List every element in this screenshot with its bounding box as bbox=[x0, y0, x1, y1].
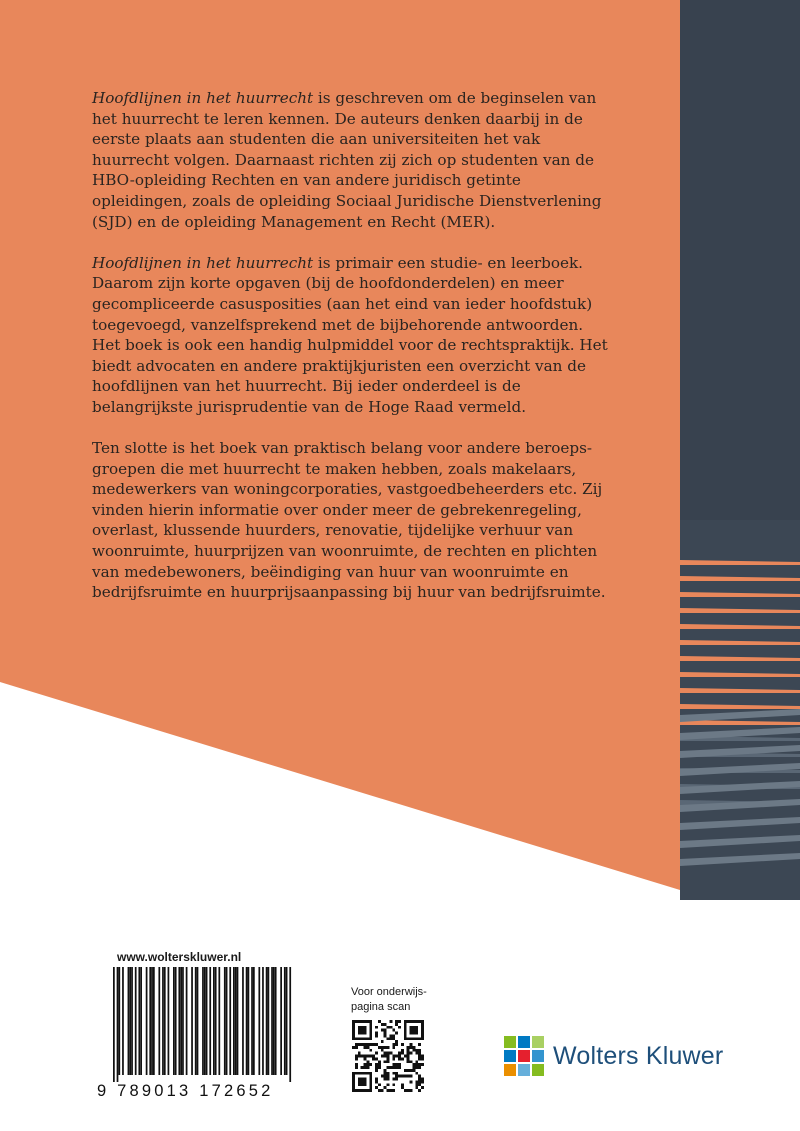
barcode-bar bbox=[280, 967, 282, 1075]
barcode-bar bbox=[229, 967, 231, 1075]
barcode-bar bbox=[224, 967, 226, 1075]
barcode-bar bbox=[286, 967, 288, 1075]
barcode-bar bbox=[178, 967, 180, 1075]
barcode-bar bbox=[242, 967, 244, 1075]
barcode-bar bbox=[118, 967, 120, 1075]
barcode-bar bbox=[186, 967, 188, 1075]
barcode-bar bbox=[128, 967, 130, 1075]
barcode-bar bbox=[164, 967, 166, 1075]
barcode-bar bbox=[151, 967, 153, 1075]
barcode-bar bbox=[246, 967, 248, 1075]
barcode-bar bbox=[131, 967, 133, 1075]
barcode-bar bbox=[138, 967, 140, 1075]
barcode-bar bbox=[195, 967, 197, 1075]
barcode-bar bbox=[146, 967, 148, 1075]
book-title-italic: Hoofdlijnen in het huurrecht bbox=[92, 89, 314, 107]
barcode-bar bbox=[235, 967, 237, 1075]
barcode-bar bbox=[289, 967, 291, 1082]
barcode-bar bbox=[197, 967, 199, 1075]
barcode-bar bbox=[204, 967, 206, 1075]
brand-name: Wolters Kluwer bbox=[553, 1041, 724, 1070]
qr-code-icon[interactable] bbox=[351, 1020, 425, 1092]
book-title-italic: Hoofdlijnen in het huurrecht bbox=[92, 253, 314, 272]
barcode-bar bbox=[226, 967, 228, 1075]
barcode-bar bbox=[213, 967, 215, 1075]
barcode-bar bbox=[202, 967, 204, 1075]
blurb-paragraph-3: Ten slotte is het boek van praktisch belang voor andere beroeps-groepen die met huurrecht te maken hebben, zoals makelaars, medewerkers van woningcorporaties, vastgoedbeheerders etc. Zij vinden hierin informatie over onder meer de gebrekenregeling, overlast, klussende huurders, renovatie, tijdelijke verhuur van woonruimte, huurprijzen van woonruimte, de rechten en plichten van medebewoners, beëindiging van huur van woonruimte en bedrijfsruimte en huurprijsaanpassing bij huur van bedrijfsruimte. bbox=[92, 439, 606, 602]
barcode-bar bbox=[253, 967, 255, 1075]
barcode-bar bbox=[113, 967, 115, 1082]
barcode-bar bbox=[233, 967, 235, 1075]
barcode-bar bbox=[275, 967, 277, 1075]
barcode-bar bbox=[117, 967, 119, 1082]
barcode-bar bbox=[135, 967, 137, 1075]
barcode-icon bbox=[113, 967, 293, 1082]
barcode-bar bbox=[262, 967, 264, 1075]
barcode-bar bbox=[218, 967, 220, 1075]
barcode-bar bbox=[237, 967, 239, 1075]
blurb-text: is primair een studie- en leerboek. Daarom zijn korte opgaven (bij de hoofdonderdelen) en meer gecompliceerde casusposities (aan het eind van ieder hoofdstuk) toegevoegd, vanzelfsprekend met de bijbehorende antwoorden. Het boek is ook een handig hulpmiddel voor de rechtspraktijk. Het biedt advocaten en andere praktijkjuristen een overzicht van de hoofdlijnen van het huurrecht. Bij ieder onderdeel is de belangrijkste jurisprudentie van de Hoge Raad vermeld. bbox=[92, 253, 608, 416]
barcode-bar bbox=[140, 967, 142, 1075]
barcode-bar bbox=[206, 967, 208, 1075]
barcode-bar bbox=[182, 967, 184, 1075]
blurb-paragraph-2 bbox=[92, 253, 612, 418]
barcode-bar bbox=[266, 967, 268, 1075]
barcode-bar bbox=[251, 967, 253, 1075]
barcode-bar bbox=[209, 967, 211, 1075]
barcode-bar bbox=[175, 967, 177, 1075]
blurb-paragraph-1 bbox=[92, 88, 612, 232]
barcode-bar bbox=[149, 967, 151, 1075]
barcode-bar bbox=[153, 967, 155, 1075]
barcode-bar bbox=[122, 967, 124, 1075]
barcode-bar bbox=[173, 967, 175, 1075]
barcode-bar bbox=[273, 967, 275, 1075]
barcode-bar bbox=[162, 967, 164, 1075]
barcode-bar bbox=[129, 967, 131, 1075]
barcode-bar bbox=[248, 967, 250, 1075]
isbn-number: 9 789013 172652 bbox=[97, 1082, 274, 1100]
wolters-kluwer-logo-icon bbox=[503, 1035, 545, 1077]
back-cover-blurb bbox=[92, 88, 612, 623]
publisher-logo bbox=[503, 1036, 723, 1076]
publisher-website[interactable]: www.wolterskluwer.nl bbox=[117, 950, 242, 964]
blurb-text: is geschreven om de beginselen van het huurrecht te leren kennen. De auteurs denken daarbij in de eerste plaats aan studenten die aan universiteiten het vak huurrecht volgen. Daarnaast richten zij zich op studenten van de HBO-opleiding Rechten en van andere juridisch getinte opleidingen, zoals de opleiding Sociaal Juridische Dienstverlening (SJD) en de opleiding Management en Recht (MER). bbox=[92, 89, 602, 231]
barcode-bar bbox=[180, 967, 182, 1075]
barcode-bar bbox=[284, 967, 286, 1075]
barcode-bar bbox=[191, 967, 193, 1075]
barcode-bar bbox=[158, 967, 160, 1075]
barcode-bar bbox=[268, 967, 270, 1075]
barcode-bar bbox=[168, 967, 170, 1075]
barcode-bar bbox=[258, 967, 260, 1075]
barcode-bar bbox=[215, 967, 217, 1075]
barcode-bar bbox=[271, 967, 273, 1075]
scan-label: Voor onderwijs- pagina scan bbox=[351, 986, 427, 1013]
